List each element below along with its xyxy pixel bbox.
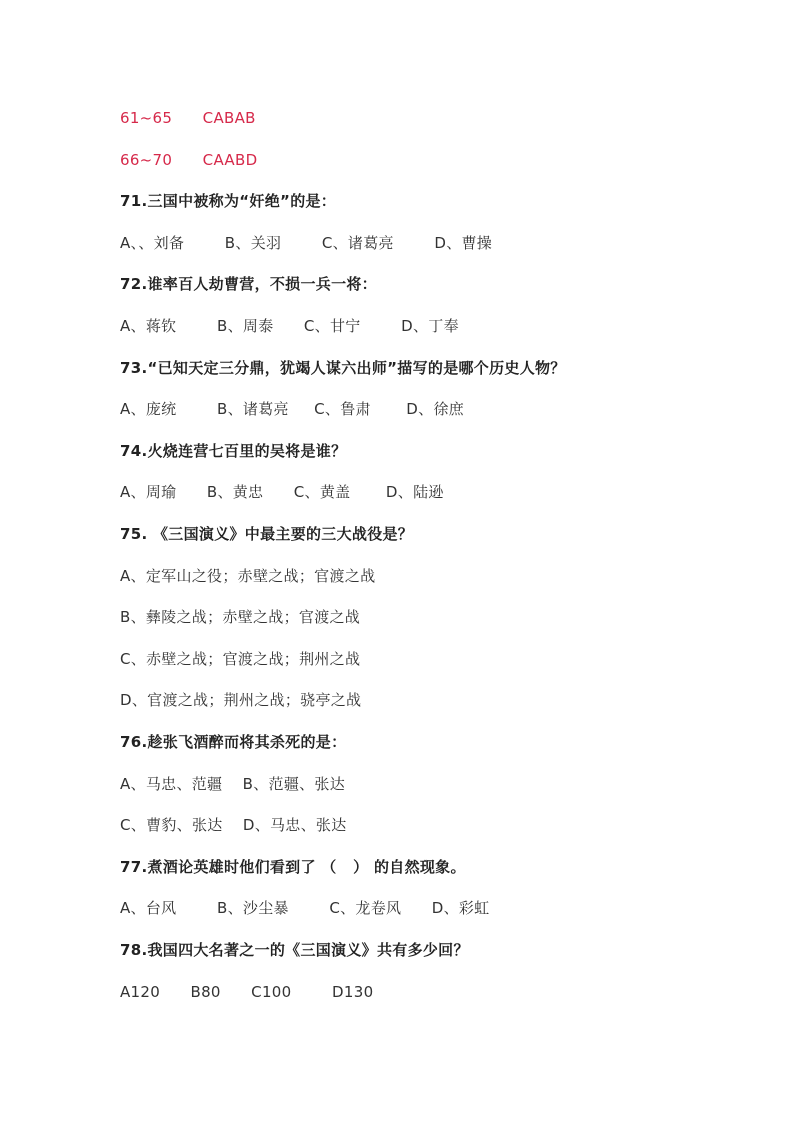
question-71-options: A、、刘备 B、关羽 C、诸葛亮 D、曹操 — [120, 234, 493, 252]
question-73: 73.“已知天定三分鼎，犹竭人谋六出师”描写的是哪个历史人物？ — [120, 359, 566, 377]
question-77-options: A、台风 B、沙尘暴 C、龙卷风 D、彩虹 — [120, 899, 490, 917]
answer-row-61-65 — [120, 108, 256, 128]
question-74-options: A、周瑜 B、黄忠 C、黄盖 D、陆逊 — [120, 483, 444, 501]
question-75-option-d: D、官渡之战；荆州之战；骁亭之战 — [120, 691, 362, 709]
question-76-options-cd: C、曹豹、张达 D、马忠、张达 — [120, 816, 347, 834]
question-73-options: A、庞统 B、诸葛亮 C、鲁肃 D、徐庶 — [120, 400, 465, 418]
question-78-options: A120 B80 C100 D130 — [120, 983, 374, 1001]
question-76-options-ab: A、马忠、范疆 B、范疆、张达 — [120, 775, 346, 793]
answer-key: CAABD — [202, 151, 258, 169]
question-77: 77.煮酒论英雄时他们看到了 （ ） 的自然现象。 — [120, 858, 466, 876]
question-75-option-b: B、彝陵之战；赤壁之战；官渡之战 — [120, 608, 361, 626]
question-75-option-c: C、赤壁之战；官渡之战；荆州之战 — [120, 650, 361, 668]
question-74: 74.火烧连营七百里的吴将是谁？ — [120, 442, 347, 460]
question-75-option-a: A、定军山之役；赤壁之战；官渡之战 — [120, 567, 376, 585]
question-71: 71.三国中被称为“奸绝”的是： — [120, 192, 337, 210]
answer-row-66-70 — [120, 150, 257, 170]
question-76: 76.趁张飞酒醉而将其杀死的是： — [120, 733, 347, 751]
answer-range: 66~70 — [120, 151, 173, 169]
question-72-options: A、蒋钦 B、周泰 C、甘宁 D、丁奉 — [120, 317, 459, 335]
question-75: 75. 《三国演义》中最主要的三大战役是？ — [120, 525, 414, 543]
answer-range: 61~65 — [120, 109, 173, 127]
question-78: 78.我国四大名著之一的《三国演义》共有多少回？ — [120, 941, 469, 959]
answer-key: CABAB — [202, 109, 256, 127]
question-72: 72.谁率百人劫曹营，不损一兵一将： — [120, 275, 377, 293]
